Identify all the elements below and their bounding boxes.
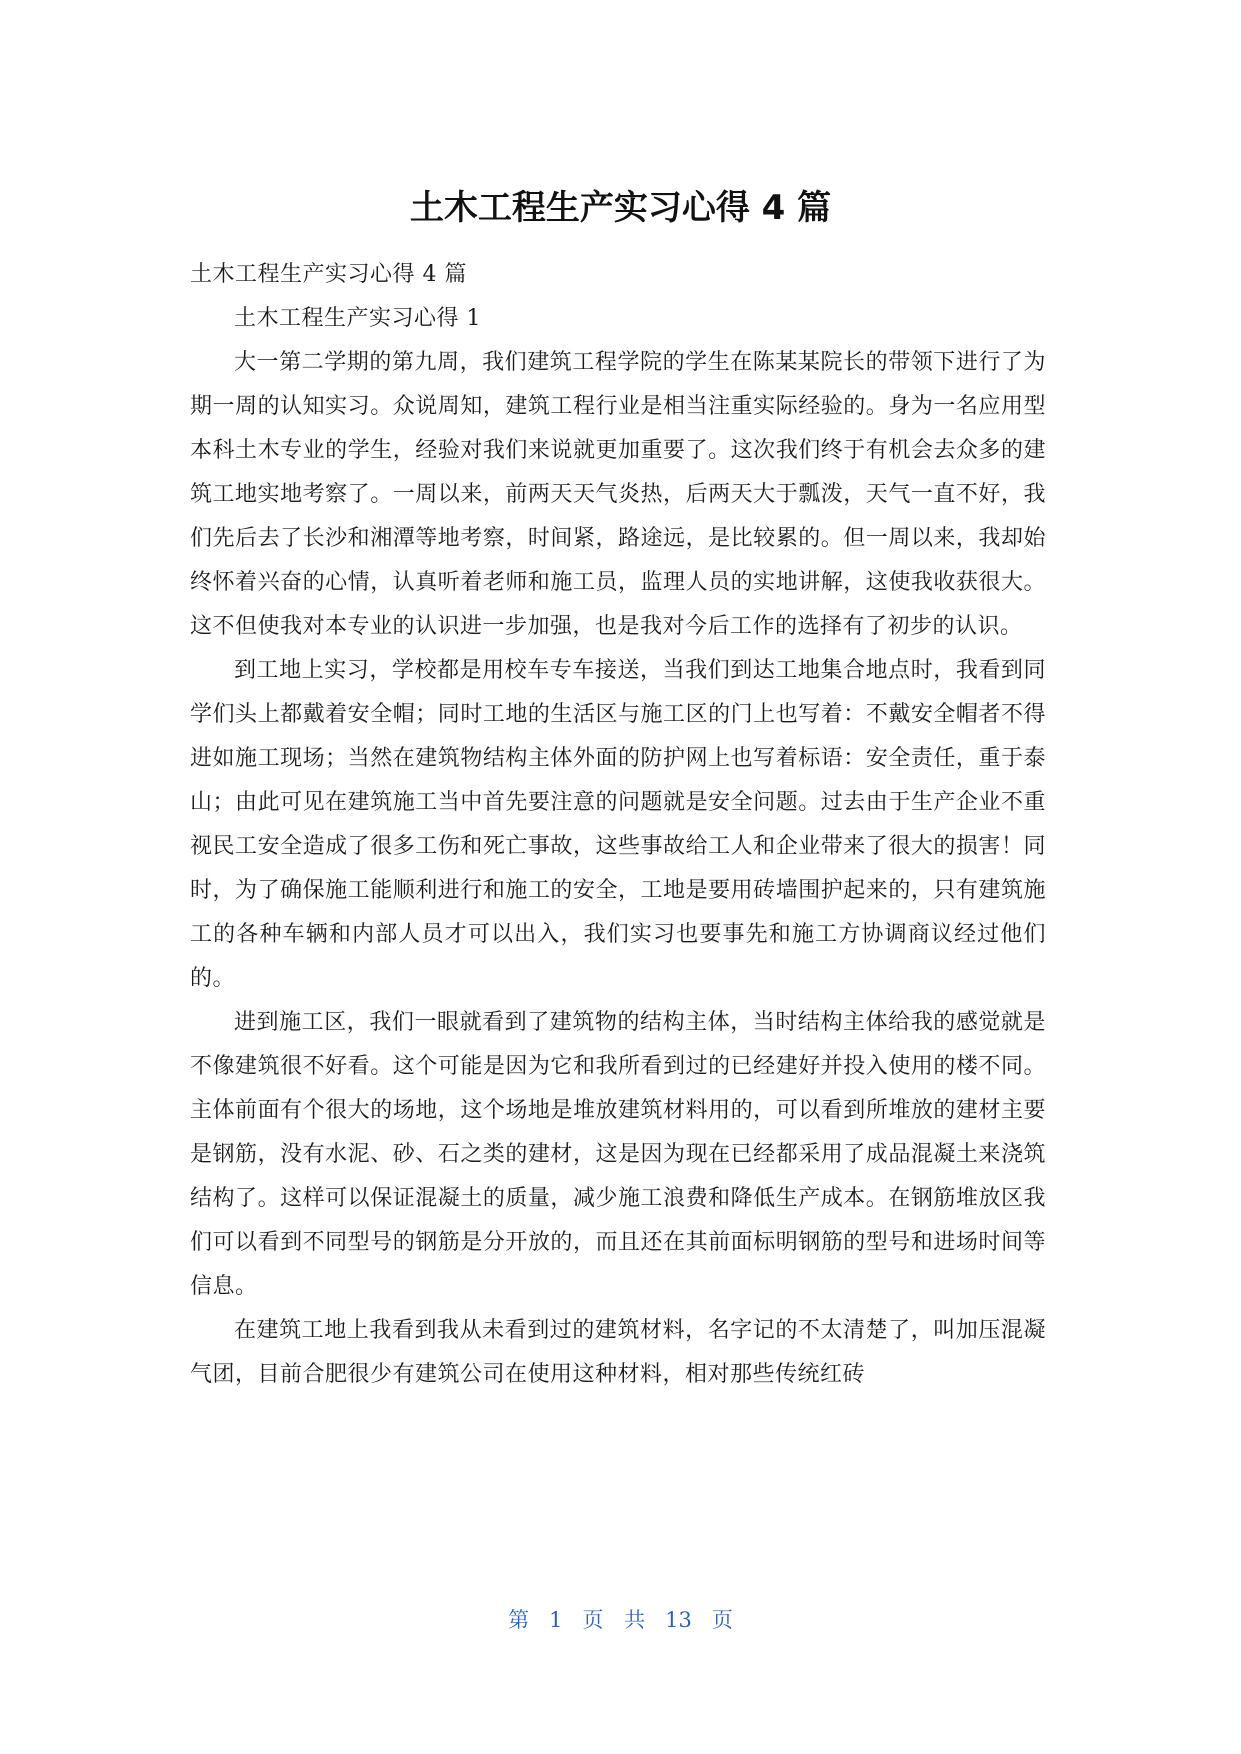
document-subtitle: 土木工程生产实习心得 4 篇 — [190, 262, 467, 287]
page-label-suffix: 页 — [711, 1608, 733, 1632]
page-footer — [0, 1604, 1241, 1634]
section-heading: 土木工程生产实习心得 1 — [234, 306, 481, 331]
document-title: 土木工程生产实习心得 4 篇 — [409, 188, 832, 228]
current-page-number: 1 — [549, 1608, 563, 1632]
page-label-prefix: 第 — [508, 1608, 530, 1632]
paragraph: 大一第二学期的第九周，我们建筑工程学院的学生在陈某某院长的带领下进行了为期一周的认知实习。众说周知，建筑工程行业是相当注重实际经验的。身为一名应用型本科土木专业的学生，经验对我们来说就更加重要了。这次我们终于有机会去众多的建筑工地实地考察了。一周以来，前两天天气炎热，后两天大于瓢泼，天气一直不好，我们先后去了长沙和湘潭等地考察，时间紧，路途远，是比较累的。但一周以来，我却始终怀着兴奋的心情，认真听着老师和施工员，监理人员的实地讲解，这使我收获很大。这不但使我对本专业的认识进一步加强，也是我对今后工作的选择有了初步的认识。 — [190, 350, 1046, 639]
paragraph: 在建筑工地上我看到我从未看到过的建筑材料，名字记的不太清楚了，叫加压混凝气团，目前合肥很少有建筑公司在使用这种材料，相对那些传统红砖 — [190, 1318, 1046, 1387]
document-body — [190, 253, 1046, 1397]
paragraph: 进到施工区，我们一眼就看到了建筑物的结构主体，当时结构主体给我的感觉就是不像建筑很不好看。这个可能是因为它和我所看到过的已经建好并投入使用的楼不同。主体前面有个很大的场地，这个场地是堆放建筑材料用的，可以看到所堆放的建材主要是钢筋，没有水泥、砂、石之类的建材，这是因为现在已经都采用了成品混凝土来浇筑结构了。这样可以保证混凝土的质量，减少施工浪费和降低生产成本。在钢筋堆放区我们可以看到不同型号的钢筋是分开放的，而且还在其前面标明钢筋的型号和进场时间等信息。 — [190, 1010, 1046, 1299]
page-label-mid: 页 共 — [582, 1608, 646, 1632]
paragraph: 到工地上实习，学校都是用校车专车接送，当我们到达工地集合地点时，我看到同学们头上都戴着安全帽；同时工地的生活区与施工区的门上也写着：不戴安全帽者不得进如施工现场；当然在建筑物结构主体外面的防护网上也写着标语：安全责任，重于泰山；由此可见在建筑施工当中首先要注意的问题就是安全问题。过去由于生产企业不重视民工安全造成了很多工伤和死亡事故，这些事故给工人和企业带来了很大的损害！同时，为了确保施工能顺利进行和施工的安全，工地是要用砖墙围护起来的，只有建筑施工的各种车辆和内部人员才可以出入，我们实习也要事先和施工方协调商议经过他们的。 — [190, 658, 1046, 991]
total-pages-number: 13 — [665, 1608, 692, 1632]
